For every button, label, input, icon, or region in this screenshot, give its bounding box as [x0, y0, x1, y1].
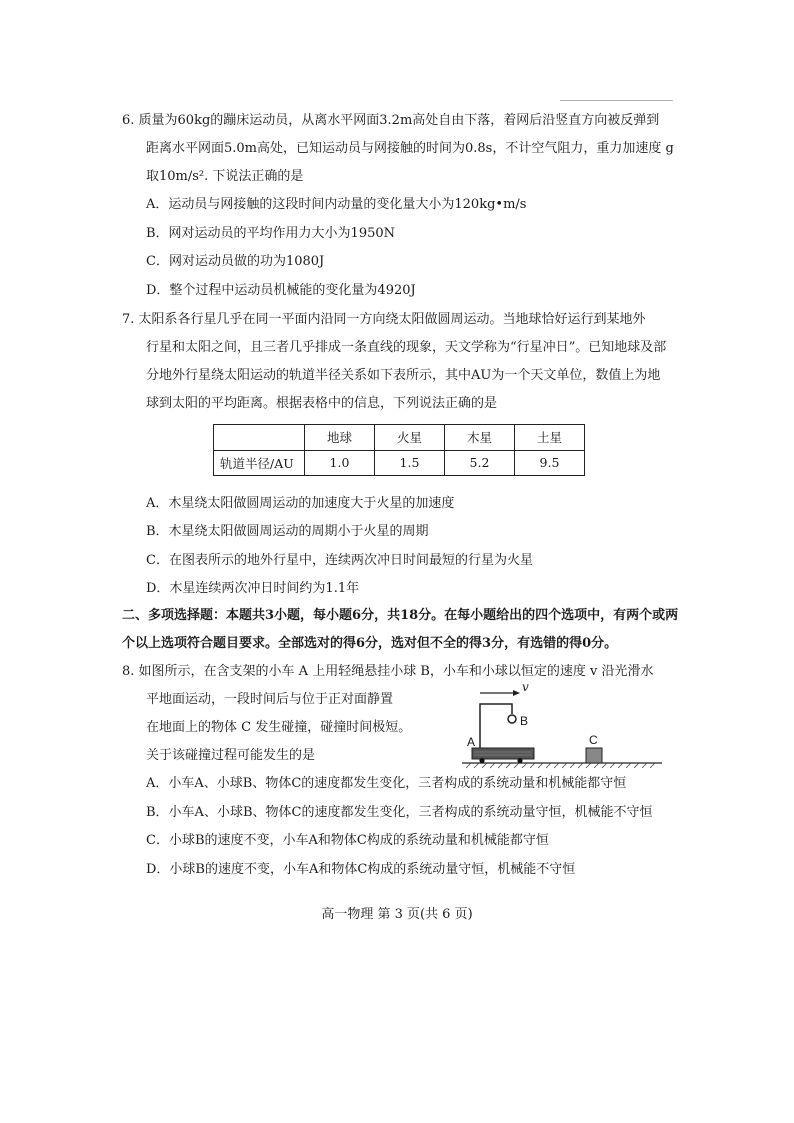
page-footer: 高一物理 第 3 页(共 6 页) — [321, 907, 473, 922]
q8-stem-line3: 在地面上的物体 C 发生碰撞，碰撞时间极短。 — [146, 720, 412, 735]
q8-option-a: A．小车A、小球B、物体C的速度都发生变化，三者构成的系统动量和机械能都守恒 — [146, 776, 627, 791]
table-row — [214, 450, 585, 476]
table-cell: 9.5 — [515, 450, 585, 476]
table-cell: 1.5 — [375, 450, 445, 476]
q7-stem-line3: 分地外行星绕太阳运动的轨道半径关系如下表所示，其中AU为一个天文单位，数值上为地 — [146, 368, 661, 383]
q8-stem-line4: 关于该碰撞过程可能发生的是 — [146, 748, 316, 763]
label-v: v — [522, 682, 529, 694]
header-rule — [560, 100, 673, 101]
label-b: B — [520, 714, 529, 728]
q8-option-d: D．小球B的速度不变，小车A和物体C构成的系统动量守恒，机械能不守恒 — [146, 862, 576, 877]
q7-option-a: A．木星绕太阳做圆周运动的加速度大于火星的加速度 — [146, 496, 455, 511]
label-a: A — [467, 735, 476, 749]
q8-stem-line1: 8. 如图所示，在含支架的小车 A 上用轻绳悬挂小球 B，小车和小球以恒定的速度 v 沿光滑水 — [122, 664, 654, 679]
block-c — [586, 748, 602, 763]
table-header-row — [214, 425, 585, 451]
q8-stem-line2: 平地面运动，一段时间后与位于正对面静置 — [146, 692, 394, 707]
table-header-cell — [214, 425, 305, 451]
q7-option-c: C．在图表所示的地外行星中，连续两次冲日时间最短的行星为火星 — [146, 553, 533, 568]
q7-option-b: B．木星绕太阳做圆周运动的周期小于火星的周期 — [146, 524, 429, 539]
velocity-arrowhead — [513, 690, 520, 696]
q6-option-b: B．网对运动员的平均作用力大小为1950N — [146, 226, 396, 241]
q7-option-d: D．木星连续两次冲日时间约为1.1年 — [146, 581, 360, 596]
q8-option-c: C．小球B的速度不变，小车A和物体C构成的系统动量和机械能都守恒 — [146, 833, 549, 848]
q7-stem-line4: 球到太阳的平均距离。根据表格中的信息，下列说法正确的是 — [146, 396, 498, 411]
table-header-cell: 地球 — [305, 425, 375, 451]
cart-a-wheel-right — [517, 758, 522, 763]
q7-stem-line1: 7. 太阳系各行星几乎在同一平面内沿同一方向绕太阳做圆周运动。当地球恰好运行到某地外 — [122, 312, 646, 327]
table-row-label: 轨道半径/AU — [214, 450, 305, 476]
q7-stem-line2: 行星和太阳之间，且三者几乎排成一条直线的现象，天文学称为“行星冲日”。已知地球及部 — [146, 340, 667, 355]
cart-collision-diagram — [462, 682, 662, 772]
table-header-cell: 火星 — [375, 425, 445, 451]
table-cell: 1.0 — [305, 450, 375, 476]
orbit-radius-table — [213, 424, 585, 476]
q6-option-d: D．整个过程中运动员机械能的变化量为4920J — [146, 283, 416, 298]
cart-a-body — [472, 748, 534, 759]
ground-hatching — [466, 763, 655, 768]
q6-option-a: A．运动员与网接触的这段时间内动量的变化量大小为120kg•m/s — [146, 197, 527, 212]
section2-instructions-line2: 个以上选项符合题目要求。全部选对的得6分，选对但不全的得3分，有选错的得0分。 — [122, 636, 618, 651]
table-header-cell: 木星 — [445, 425, 515, 451]
q6-stem-line1: 6. 质量为60kg的蹦床运动员，从离水平网面3.2m高处自由下落，着网后沿竖直方向被反弹到 — [122, 113, 660, 128]
q6-option-c: C．网对运动员做的功为1080J — [146, 254, 325, 269]
table-cell: 5.2 — [445, 450, 515, 476]
cart-a-wheel-left — [479, 758, 484, 763]
table-header-cell: 土星 — [515, 425, 585, 451]
q6-stem-line3: 取10m/s². 下说法正确的是 — [146, 169, 304, 184]
ball-b — [508, 715, 516, 723]
q6-stem-line2: 距离水平网面5.0m高处，已知运动员与网接触的时间为0.8s，不计空气阻力，重力加速度 g — [146, 141, 674, 156]
q8-option-b: B．小车A、小球B、物体C的速度都发生变化，三者构成的系统动量守恒，机械能不守恒 — [146, 805, 653, 820]
section2-instructions-line1: 二、多项选择题：本题共3小题，每小题6分，共18分。在每小题给出的四个选项中，有两个或两 — [122, 608, 679, 623]
label-c: C — [589, 733, 598, 747]
support-frame — [480, 704, 512, 748]
